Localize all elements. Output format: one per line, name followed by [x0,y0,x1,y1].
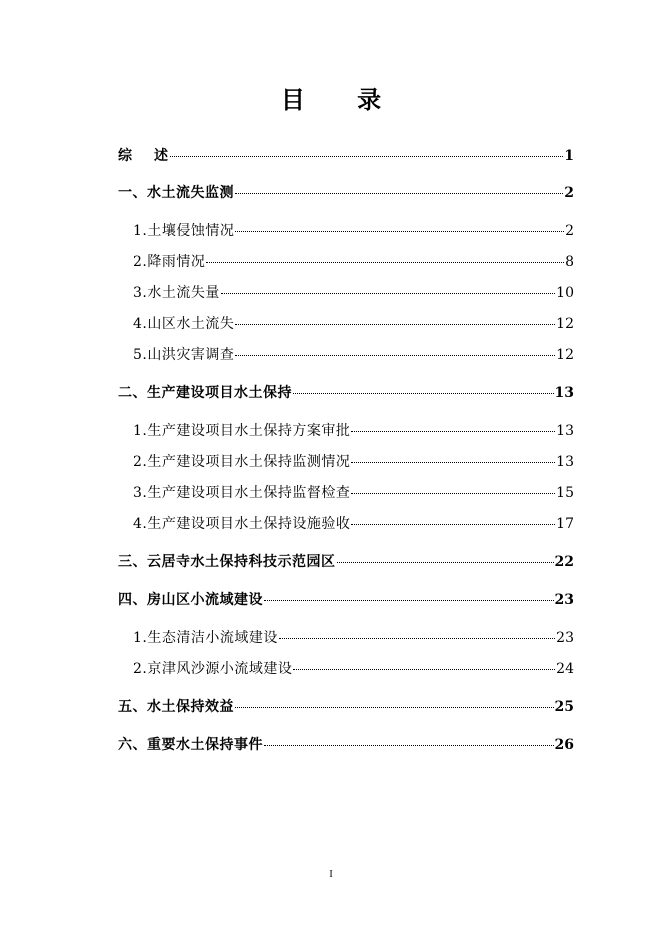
toc-page-number: 13 [554,385,574,401]
toc-entry-2-1[interactable] [133,420,574,441]
toc-entry-2-3[interactable] [133,482,574,503]
toc-page-number: 2 [564,185,574,201]
toc-entry-chapter-3[interactable] [118,551,574,572]
toc-entry-chapter-5[interactable] [118,696,574,717]
toc-entry-1-1[interactable] [133,220,574,241]
toc-page-number: 2 [565,223,574,239]
toc-entry-label: 5.山洪灾害调查 [133,347,235,363]
toc-leader-dots [235,217,564,232]
toc-entry-1-3[interactable] [133,282,574,303]
toc-page-number: 8 [565,254,574,270]
toc-entry-chapter-2[interactable] [118,382,574,403]
toc-page-number: 12 [556,347,574,363]
toc-entry-1-4[interactable] [133,313,574,334]
toc-leader-dots [235,179,563,194]
toc-page-number: 12 [556,316,574,332]
toc-page-number: 13 [556,423,574,439]
toc-entry-label: 综 述 [118,148,169,164]
toc-entry-chapter-6[interactable] [118,734,574,755]
toc-page-number: 26 [554,737,574,753]
toc-entry-label: 4.生产建设项目水土保持设施验收 [133,516,351,532]
toc-entry-label: 四、房山区小流域建设 [118,592,263,608]
toc-entry-label: 三、云居寺水土保持科技示范园区 [118,554,336,570]
toc-entry-label: 六、重要水土保持事件 [118,737,263,753]
toc-entry-label: 二、生产建设项目水土保持 [118,385,292,401]
toc-leader-dots [206,248,564,263]
toc-entry-label: 1.生态清洁小流域建设 [133,630,278,646]
toc-entry-label: 2.京津风沙源小流域建设 [133,661,293,677]
toc-page-number: 23 [556,630,574,646]
toc-page-number: 15 [556,485,574,501]
toc-page-number: 13 [556,454,574,470]
toc-entry-2-2[interactable] [133,451,574,472]
toc-page-number: 1 [564,148,574,164]
page-footer-number: I [329,869,333,880]
toc-leader-dots [235,341,555,356]
toc-leader-dots [170,142,564,157]
toc-leader-dots [351,479,555,494]
toc-page-number: 17 [556,516,574,532]
toc-leader-dots [221,279,555,294]
toc-leader-dots [264,586,554,601]
toc-entry-label: 一、水土流失监测 [118,185,234,201]
toc-title: 目 录 [280,85,404,114]
toc-entry-1-5[interactable] [133,344,574,365]
toc-entry-chapter-4[interactable] [118,589,574,610]
toc-entry-4-2[interactable] [133,658,574,679]
toc-entry-label: 1.土壤侵蚀情况 [133,223,235,239]
toc-leader-dots [337,548,554,563]
toc-page-number: 10 [556,285,574,301]
toc-leader-dots [279,624,555,639]
toc-entry-label: 3.生产建设项目水土保持监督检查 [133,485,351,501]
toc-leader-dots [293,655,555,670]
toc-page-number: 24 [556,661,574,677]
toc-entry-4-1[interactable] [133,627,574,648]
toc-entry-label: 2.生产建设项目水土保持监测情况 [133,454,351,470]
toc-entry-label: 4.山区水土流失 [133,316,235,332]
toc-page-number: 23 [554,592,574,608]
toc-page-number: 25 [554,699,574,715]
toc-entry-1-2[interactable] [133,251,574,272]
toc-leader-dots [293,379,554,394]
toc-leader-dots [351,448,555,463]
toc-entry-label: 3.水土流失量 [133,285,220,301]
toc-leader-dots [235,693,554,708]
toc-entry-overview[interactable] [118,145,574,166]
toc-leader-dots [351,510,555,525]
toc-leader-dots [351,417,555,432]
toc-leader-dots [264,731,554,746]
toc-entry-label: 2.降雨情况 [133,254,206,270]
toc-entry-2-4[interactable] [133,513,574,534]
toc-entry-label: 五、水土保持效益 [118,699,234,715]
toc-entry-label: 1.生产建设项目水土保持方案审批 [133,423,351,439]
toc-leader-dots [235,310,555,325]
toc-entry-chapter-1[interactable] [118,182,574,203]
toc-page-number: 22 [554,554,574,570]
